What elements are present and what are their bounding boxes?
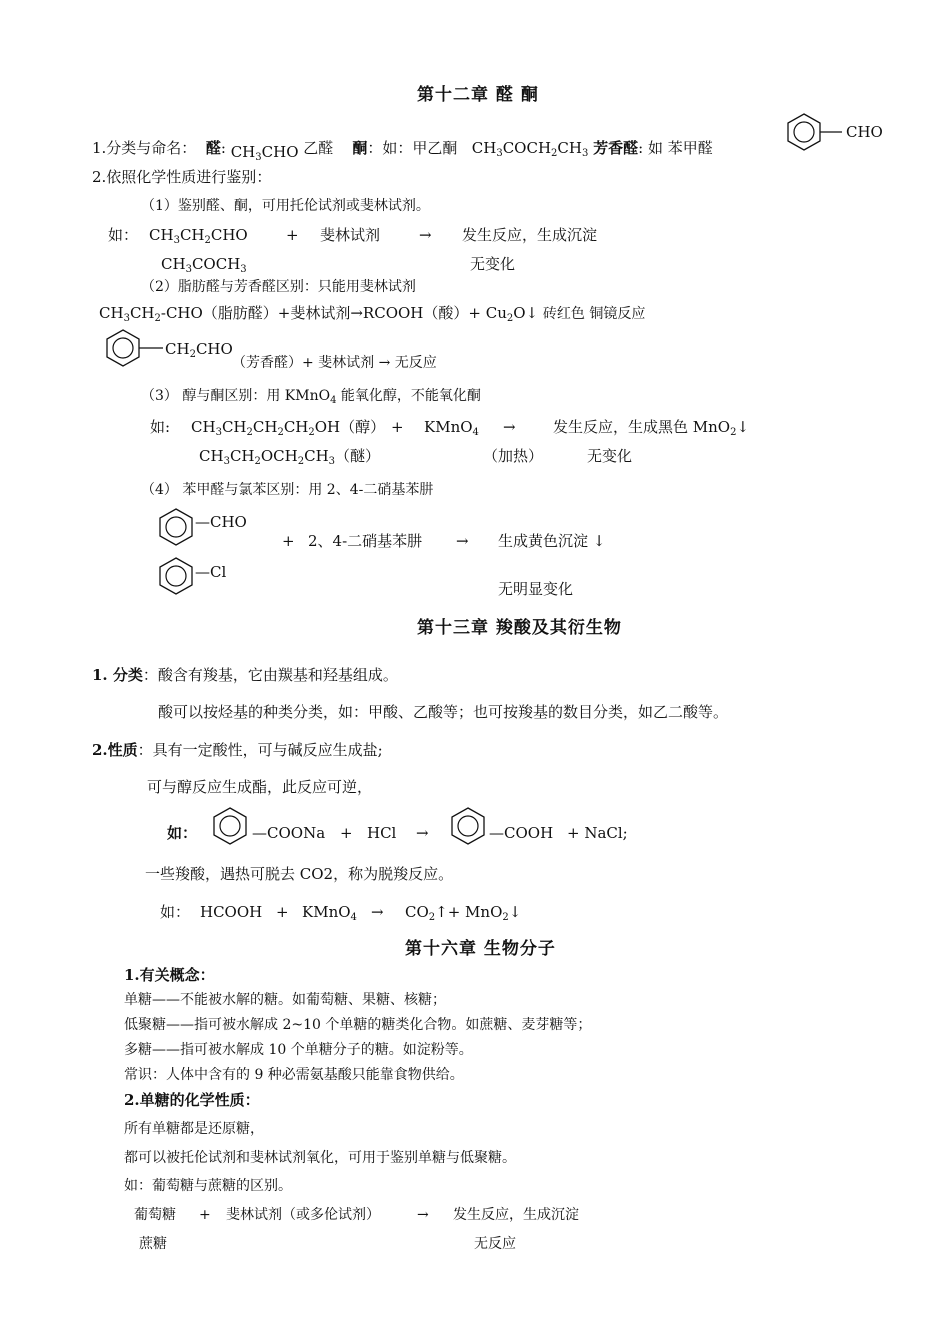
- s3-result: 发生反应，生成黑色 MnO$_2$↓: [553, 418, 750, 438]
- ch16-sucrose: 蔗糖: [139, 1236, 167, 1252]
- classification-line: 1.分类与命名： 醛: $CH_3CHO$ 乙醛 酮：如：甲乙酮 $CH_3COCH_2CH_3$ 芳香醛: 如 苯甲醛: [92, 139, 713, 163]
- ch16-polysaccharide: 多糖——指可被水解成 10 个单糖分子的糖。如淀粉等。: [124, 1042, 473, 1058]
- s1-propanone-formula: $CH_3COCH_3$: [161, 255, 247, 275]
- ch13-plus-2: +: [276, 903, 289, 921]
- s2-benzyl-group: $CH_2CHO$: [165, 340, 233, 360]
- ch13-esterification: 可与醇反应生成酯，此反应可逆，: [147, 778, 373, 796]
- ch16-oligosaccharide: 低聚糖——指可被水解成 2~10 个单糖的糖类化合物。如蔗糖、麦芽糖等；: [124, 1017, 592, 1033]
- chapter-16-title: 第十六章 生物分子: [405, 939, 556, 959]
- s1-result-2: 无变化: [470, 255, 516, 273]
- section-3-title: （3） 醇与酮区别：用 KMnO$_4$ 能氧化醇，不能氧化酮: [141, 388, 481, 406]
- ch13-arrow: →: [416, 824, 429, 842]
- ch16-result: 发生反应，生成沉淀: [453, 1207, 579, 1223]
- ch16-properties-heading: 2.单糖的化学性质：: [124, 1091, 260, 1109]
- s3-ether-formula: $CH_3CH_2OCH_2CH_3$（醚）: [199, 447, 381, 467]
- section-4-title: （4） 苯甲醛与氯苯区别：用 2、4-二硝基苯肼: [141, 482, 434, 498]
- ch16-example-intro: 如：葡萄糖与蔗糖的区别。: [124, 1178, 292, 1194]
- s3-heat: （加热）: [483, 447, 544, 465]
- benzene-ring-icon: [156, 507, 198, 547]
- ch13-products: $CO_2↑+$ MnO$_2$↓: [405, 903, 522, 923]
- s4-cho-group: —CHO: [195, 513, 247, 531]
- s1-result: 发生反应，生成沉淀: [462, 226, 598, 244]
- s3-example-label: 如:: [150, 418, 171, 436]
- s4-result-2: 无明显变化: [498, 580, 574, 598]
- ch13-cooh-group: —COOH: [489, 824, 554, 842]
- ch13-coona-group: —COONa: [252, 824, 326, 842]
- ch13-plus: +: [340, 824, 353, 842]
- s1-reagent: 斐林试剂: [320, 226, 381, 244]
- ch13-kmno4: KMnO$_4$: [302, 903, 357, 923]
- ch13-example-label: 如：: [167, 824, 198, 842]
- chapter-12-title: 第十二章 醛 酮: [417, 85, 539, 105]
- ch13-hcooh: HCOOH: [200, 903, 263, 921]
- s2-reaction-2: （芳香醛）+ 斐林试剂 → 无反应: [232, 355, 437, 371]
- s1-example-label: 如：: [108, 226, 139, 244]
- ch13-arrow-2: →: [371, 903, 384, 921]
- section-1-title: （1）鉴别醛、酮，可用托伦试剂或斐林试剂。: [141, 198, 430, 214]
- identification-heading: 2.依照化学性质进行鉴别：: [92, 168, 272, 186]
- s1-arrow: →: [419, 226, 432, 244]
- ch16-monosaccharide: 单糖——不能被水解的糖。如葡萄糖、果糖、核糖；: [124, 992, 446, 1008]
- s4-result: 生成黄色沉淀 ↓: [498, 532, 606, 550]
- chapter-13-title: 第十三章 羧酸及其衍生物: [417, 618, 622, 638]
- ch16-plus: +: [199, 1207, 211, 1223]
- ch16-reagent: 斐林试剂（或多伦试剂）: [226, 1207, 380, 1223]
- section-2-title: （2）脂肪醛与芳香醛区别：只能用斐林试剂: [141, 279, 416, 295]
- benzaldehyde-group: CHO: [846, 123, 883, 141]
- ch13-example-2-label: 如：: [160, 903, 191, 921]
- benzene-ring-icon: [784, 112, 844, 154]
- s3-kmno4: KMnO$_4$: [424, 418, 479, 438]
- s4-arrow: →: [456, 532, 469, 550]
- benzene-ring-icon: [448, 806, 492, 846]
- s4-plus: +: [282, 532, 295, 550]
- ch16-arrow: →: [417, 1207, 429, 1223]
- s3-plus: +: [391, 418, 404, 436]
- ch16-result-2: 无反应: [474, 1236, 516, 1252]
- s2-reaction-1: $CH_3CH_2-CHO$（脂肪醛）+斐林试剂→RCOOH（酸）+ $Cu_2O↓$ 砖红色 铜镜反应: [99, 304, 646, 324]
- ch16-oxidation: 都可以被托伦试剂和斐林试剂氧化，可用于鉴别单糖与低聚糖。: [124, 1150, 516, 1166]
- s3-result-2: 无变化: [587, 447, 633, 465]
- s1-propanal-formula: $CH_3CH_2CHO$: [149, 226, 248, 246]
- benzene-ring-icon: [156, 556, 198, 596]
- ch13-decarboxylation: 一些羧酸，遇热可脱去 CO2，称为脱羧反应。: [145, 865, 454, 883]
- ch13-classification-detail: 酸可以按烃基的种类分类，如：甲酸、乙酸等；也可按羧基的数目分类，如乙二酸等。: [158, 703, 729, 721]
- s3-butanol-formula: $CH_3CH_2CH_2CH_2OH$（醇）: [191, 418, 386, 438]
- ch16-common-knowledge: 常识：人体中含有的 9 种必需氨基酸只能靠食物供给。: [124, 1067, 464, 1083]
- ch13-properties: 2.性质：具有一定酸性，可与碱反应生成盐;: [92, 741, 383, 759]
- ch13-hcl: HCl: [367, 824, 397, 842]
- s4-cl-group: —Cl: [195, 563, 227, 581]
- s4-reagent: 2、4-二硝基苯肼: [308, 532, 423, 550]
- ch16-glucose: 葡萄糖: [134, 1207, 176, 1223]
- s3-arrow: →: [503, 418, 516, 436]
- ch16-concepts-heading: 1.有关概念：: [124, 966, 215, 984]
- ch13-classification: 1. 分类：酸含有羧基，它由羰基和羟基组成。: [92, 666, 398, 684]
- benzene-ring-icon: [210, 806, 254, 846]
- ch16-reducing-sugars: 所有单糖都是还原糖，: [124, 1121, 264, 1137]
- ch13-nacl: + NaCl;: [567, 824, 628, 842]
- benzene-ring-icon: [103, 328, 165, 370]
- s1-plus: +: [286, 226, 299, 244]
